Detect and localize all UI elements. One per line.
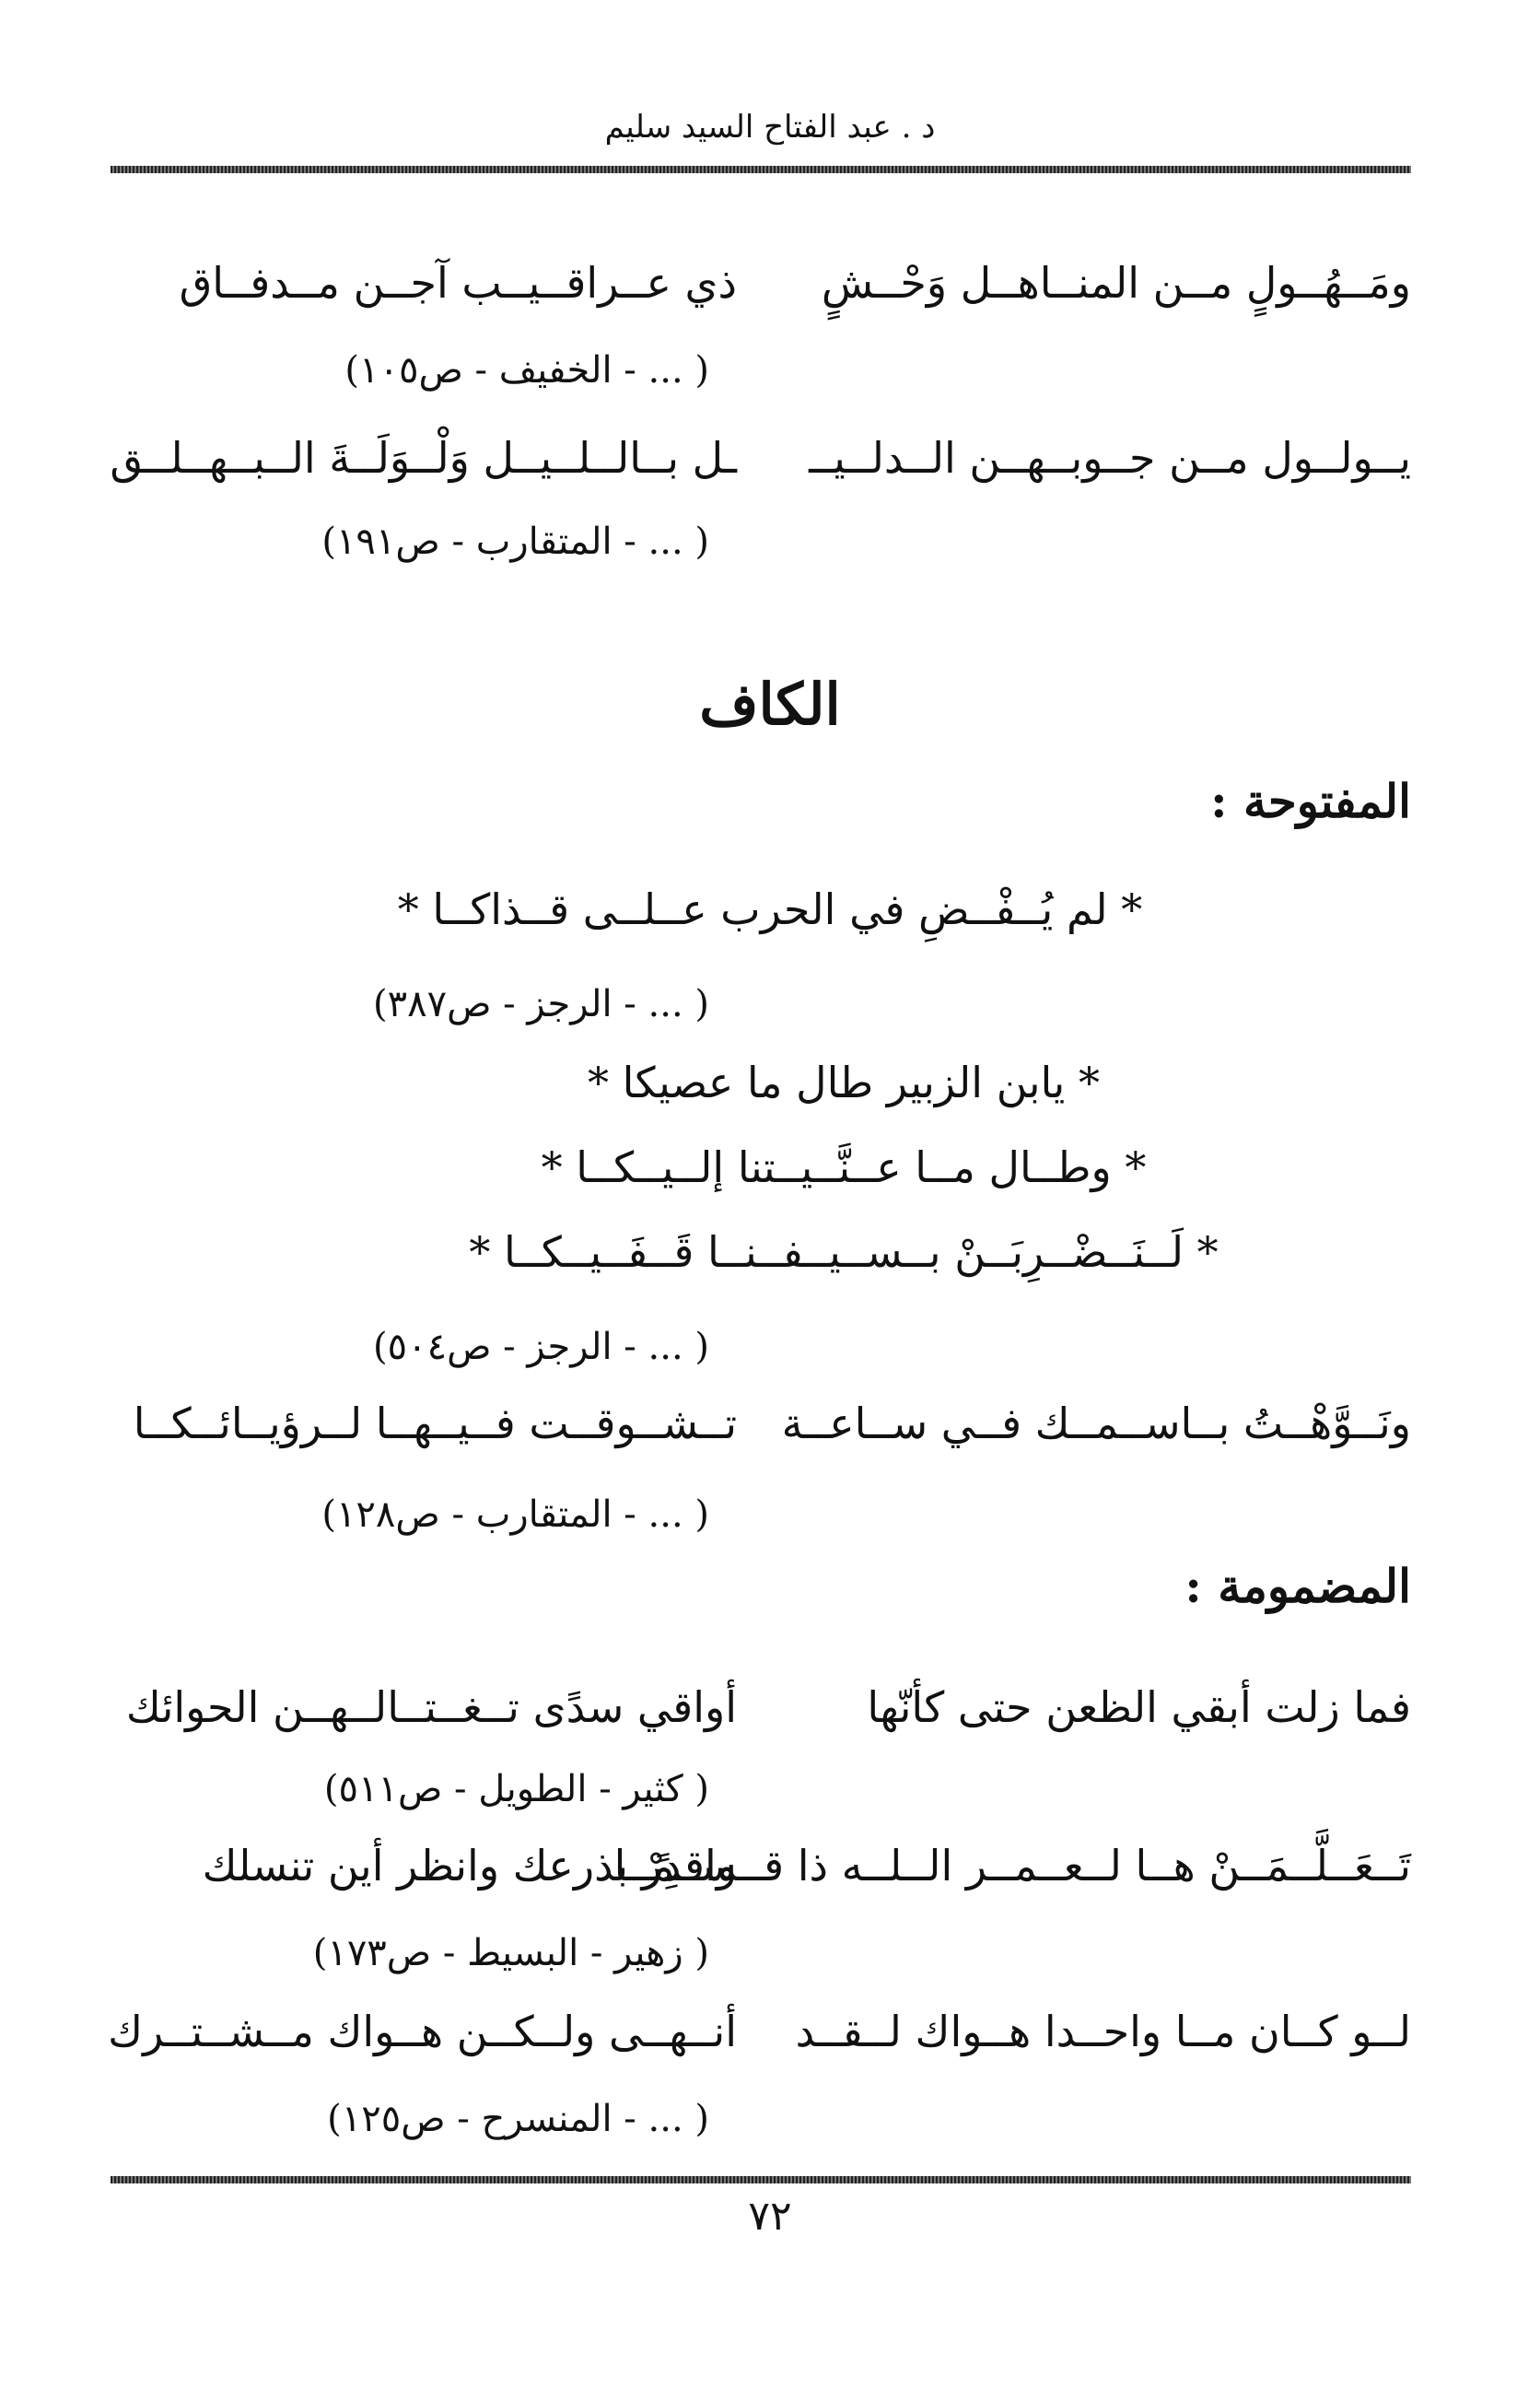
rajaz-line: * لَــنَــضْــرِبَــنْ بــســيــفــنــا قَــفَــيــكــا * [469, 1227, 1219, 1277]
verse-line [111, 426, 1411, 490]
header-divider [111, 166, 1411, 173]
verse-citation: ( ... - الرجز - ص٣٨٧) [373, 983, 709, 1025]
verse-second-hemistich: ـل بــالــلــيــل وَلْــوَلَــةَ الــبــهــلــق [110, 433, 737, 483]
verse-first-hemistich: ونَــوَّهْــتُ بــاســمــك فــي ســاعــة [781, 1399, 1411, 1448]
verse-line [111, 1391, 1411, 1456]
verse-citation: ( كثير - الطويل - ص٥١١) [323, 1768, 709, 1810]
verse-second-hemistich: واقدِرْ بذرعك وانظر أين تنسلك [202, 1841, 737, 1890]
verse-first-hemistich: تَــعَــلَّــمَــنْ هــا لــعــمــر الــلــه ذا قــســمًــا [613, 1841, 1411, 1890]
verse-second-hemistich: أنــهــى ولــكــن هــواك مــشــتــرك [108, 2007, 737, 2056]
verse-citation: ( زهير - البسيط - ص١٧٣) [312, 1932, 709, 1974]
verse-citation: ( ... - المنسرح - ص١٢٥) [327, 2098, 709, 2140]
verse-line [111, 251, 1411, 315]
rajaz-line: * يابن الزبير طال ما عصيكا * [588, 1058, 1100, 1107]
section-title: الكاف [699, 671, 841, 738]
verse-first-hemistich: ومَــهُــولٍ مــن المنــاهــل وَحْــشٍ [821, 258, 1411, 308]
verse-second-hemistich: ذي عــراقــيــب آجــن مــدفــاق [179, 258, 737, 308]
verse-citation: ( ... - المتقارب - ص١٩١) [321, 521, 709, 563]
verse-line [108, 1999, 1411, 2064]
verse-line [111, 1833, 1411, 1898]
verse-first-hemistich: فما زلت أبقي الظعن حتى كأنّها [867, 1682, 1411, 1732]
verse-citation: ( ... - الخفيف - ص١٠٥) [344, 349, 709, 392]
verse-citation: ( ... - الرجز - ص٥٠٤) [373, 1326, 709, 1368]
verse-citation: ( ... - المتقارب - ص١٢٨) [321, 1493, 709, 1536]
verse-first-hemistich: لــو كــان مــا واحــدا هــواك لــقــد [795, 2007, 1411, 2056]
verse-first-hemistich: يــولــول مــن جــوبــهــن الــدلــيــ [809, 433, 1411, 483]
verse-line [111, 1675, 1411, 1739]
running-header: د . عبد الفتاح السيد سليم [604, 109, 936, 146]
page-number: ٧٢ [748, 2193, 792, 2240]
verse-centered: * لم يُــفْــضِ في الحرب عــلــى قــذاكــا * [397, 884, 1143, 934]
footer-divider [111, 2176, 1411, 2183]
verse-second-hemistich: أواقي سدًى تــغــتــالــهــن الحوائك [125, 1682, 737, 1732]
rajaz-line: * وطــال مــا عــنَّــيــتنا إلــيــكــا * [541, 1142, 1147, 1192]
subsection-heading-maftuha: المفتوحة : [1210, 774, 1411, 828]
subsection-heading-madmuma: المضمومة : [1184, 1559, 1411, 1613]
verse-second-hemistich: تــشــوقــت فــيــهــا لــرؤيــائــكــا [133, 1399, 737, 1448]
